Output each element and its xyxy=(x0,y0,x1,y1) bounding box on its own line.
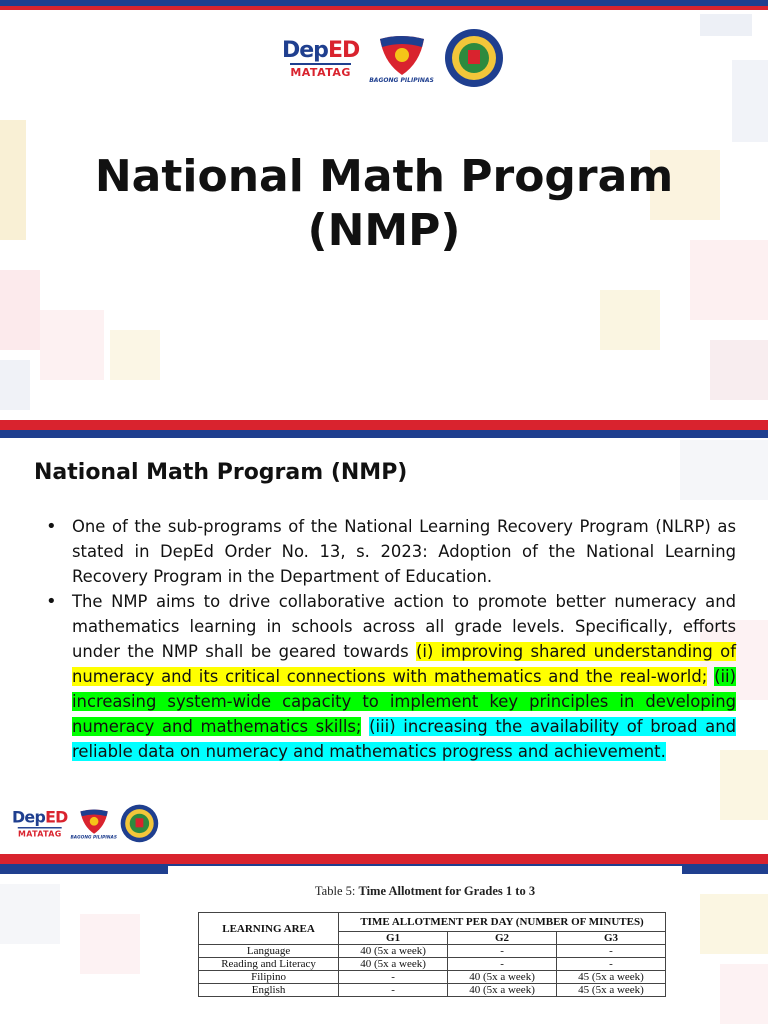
bagong-pilipinas-emblem xyxy=(376,33,428,77)
logo-row xyxy=(282,28,504,88)
bagong-pilipinas-logo: BAGONG PILIPINAS xyxy=(70,807,117,839)
highlight-yellow: (i) improving shared understanding of numeracy and its critical connections with mathematics and the real-world; xyxy=(72,642,736,686)
slide-heading: National Math Program (NMP) xyxy=(34,460,408,485)
bullet-list xyxy=(34,514,736,764)
region-seal-logo xyxy=(444,28,504,88)
column-header-g2: G2 xyxy=(448,932,557,945)
deco-square xyxy=(80,914,140,974)
deco-square xyxy=(680,440,768,500)
region-seal-logo xyxy=(120,804,159,843)
deco-square xyxy=(720,964,768,1024)
deco-square xyxy=(700,14,752,36)
column-header-learning-area: LEARNING AREA xyxy=(199,913,339,945)
table-row: Language 40 (5x a week) - - xyxy=(199,945,666,958)
slide-title: National Math Program (NMP) xyxy=(94,151,674,256)
time-allotment-table-image xyxy=(168,866,682,1024)
footer-logo-row xyxy=(12,804,159,843)
deped-matatag-logo: DepED MATATAG xyxy=(282,37,360,79)
top-stripe-red xyxy=(0,854,768,864)
table-row: Filipino - 40 (5x a week) 45 (5x a week) xyxy=(199,971,666,984)
highlight-cyan: (iii) increasing the availability of broad and reliable data on numeracy and mathematics progress and achievement. xyxy=(72,717,737,761)
table-row: English - 40 (5x a week) 45 (5x a week) xyxy=(199,984,666,997)
table-slide xyxy=(0,854,768,1024)
deco-square xyxy=(0,884,60,944)
deco-square xyxy=(0,270,40,350)
bullet-item: • One of the sub-programs of the National Learning Recovery Program (NLRP) as stated in DepEd Order No. 13, s. 2023: Adoption of the National Learning Recovery Program in the Department of Education. xyxy=(72,514,736,589)
bagong-pilipinas-emblem xyxy=(77,807,110,834)
column-header-g1: G1 xyxy=(339,932,448,945)
table-row: Reading and Literacy 40 (5x a week) - - xyxy=(199,958,666,971)
deco-square xyxy=(600,290,660,350)
deco-square xyxy=(0,360,30,410)
deped-matatag-logo: DepED MATATAG xyxy=(12,808,68,839)
highlight-green: (ii) increasing system-wide capacity to implement key principles in developing numeracy and mathematics skills; xyxy=(72,667,736,736)
deco-square xyxy=(110,330,160,380)
table-caption: Table 5: Time Allotment for Grades 1 to 3 xyxy=(314,884,536,898)
deco-square xyxy=(40,310,104,380)
bagong-pilipinas-logo: BAGONG PILIPINAS xyxy=(369,33,434,84)
deco-square xyxy=(710,340,768,400)
top-stripe-red xyxy=(0,6,768,10)
top-stripe-red xyxy=(0,420,768,430)
column-header-time-allotment: TIME ALLOTMENT PER DAY (NUMBER OF MINUTES) xyxy=(339,913,666,932)
deco-square xyxy=(700,894,768,954)
time-allotment-table xyxy=(198,912,666,997)
column-header-g3: G3 xyxy=(557,932,666,945)
top-stripe-blue xyxy=(0,430,768,438)
deco-square xyxy=(732,60,768,142)
title-slide xyxy=(0,0,768,420)
content-slide xyxy=(0,420,768,854)
bullet-item: • The NMP aims to drive collaborative action to promote better numeracy and mathematics learning in schools across all grade levels. Specifically, efforts under the NMP shall be geared towards (i) improving shared understanding of numeracy and its critical connections with mathematics and the real-world; (ii) increasing system-wide capacity to implement key principles in developing numeracy and mathematics skills; (iii) increasing the availability of broad and reliable data on numeracy and mathematics progress and achievement. xyxy=(72,589,736,764)
